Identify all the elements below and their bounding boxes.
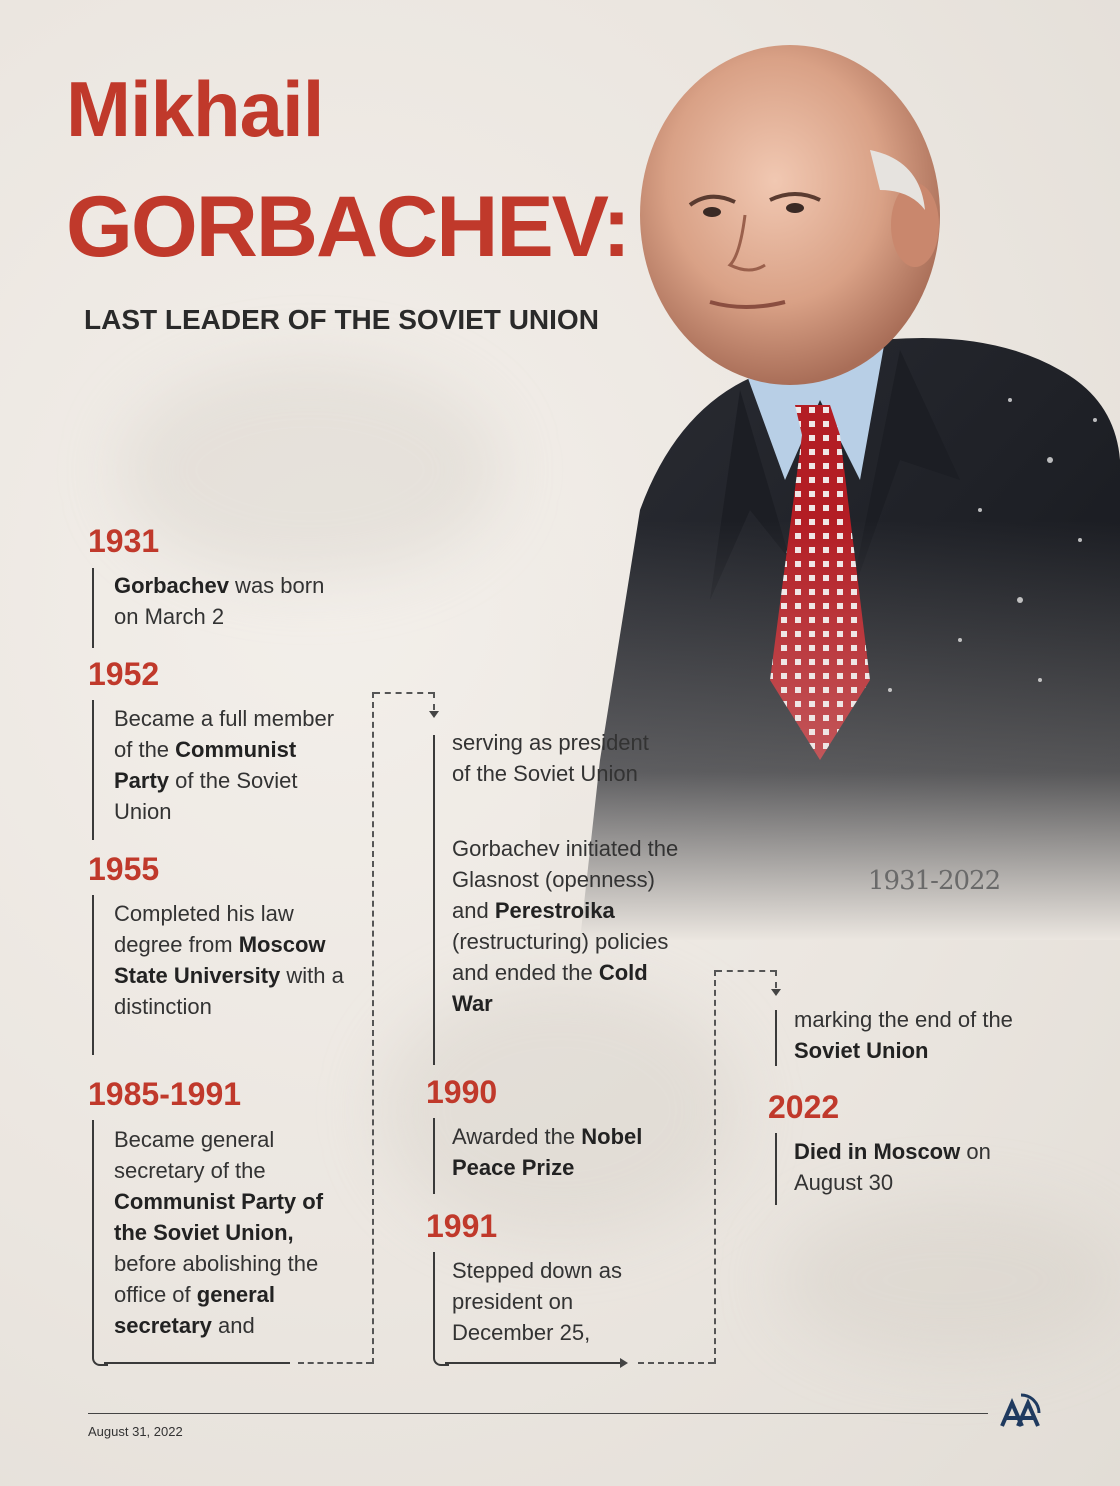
timeline-description: [452, 833, 682, 1019]
body-text: marking the end of the: [794, 1007, 1013, 1032]
lifespan-caption: 1931-2022: [868, 866, 1001, 896]
body-text: Became general secretary of the: [114, 1127, 275, 1183]
year-label: 1955: [88, 851, 160, 887]
publication-date: August 31, 2022: [88, 1424, 183, 1439]
timeline-line: [104, 1362, 290, 1364]
body-text: Gorbachev initiated the Glasnost (openness) and: [452, 836, 679, 923]
emphasis-text: Soviet Union: [794, 1038, 929, 1063]
emphasis-text: Moscow State University: [114, 932, 326, 988]
timeline-line: [92, 568, 94, 648]
connector-dashed: [775, 970, 777, 988]
emphasis-text: Communist Party of the Soviet Union,: [114, 1189, 324, 1245]
timeline-line: [775, 1133, 777, 1205]
subtitle: LAST LEADER OF THE SOVIET UNION: [84, 304, 599, 335]
connector-dashed: [714, 970, 716, 1364]
connector-dashed: [374, 692, 434, 694]
aa-agency-logo-icon: [1000, 1393, 1042, 1429]
year-label: 2022: [768, 1089, 840, 1125]
connector-dashed: [716, 970, 776, 972]
timeline-line: [92, 1120, 94, 1350]
title-last-name: GORBACHEV:: [66, 179, 629, 275]
timeline-description: [794, 1136, 1034, 1198]
connector-dashed: [372, 692, 374, 1364]
year-label: 1952: [88, 656, 160, 692]
timeline-description: [114, 898, 344, 1022]
body-text: with a distinction: [114, 963, 344, 1019]
emphasis-text: Cold War: [452, 960, 648, 1016]
year-label: 1991: [426, 1208, 498, 1244]
emphasis-text: Communist Party: [114, 737, 297, 793]
timeline-line: [445, 1362, 621, 1364]
arrow-down-icon: [771, 989, 781, 996]
body-text: Awarded the: [452, 1124, 582, 1149]
timeline-line: [433, 1252, 435, 1350]
timeline-line: [433, 1118, 435, 1194]
year-label: 1990: [426, 1074, 498, 1110]
year-label: 1931: [88, 523, 160, 559]
timeline-description: [114, 570, 344, 632]
timeline-description: [114, 1124, 354, 1341]
body-text: was born on March 2: [114, 573, 325, 629]
body-text: serving as president of the Soviet Union: [452, 730, 649, 786]
body-text: Completed his law degree from: [114, 901, 294, 957]
year-label: 1985-1991: [88, 1076, 242, 1112]
connector-dashed: [433, 692, 435, 710]
timeline-line: [775, 1010, 777, 1066]
arrow-down-icon: [429, 711, 439, 718]
title-first-name: Mikhail: [66, 65, 324, 153]
body-text: Became a full member of the: [114, 706, 335, 762]
body-text: on August 30: [794, 1139, 991, 1195]
body-text: (restructuring) policies and ended the: [452, 929, 669, 985]
emphasis-text: Died in Moscow: [794, 1139, 961, 1164]
paper-texture: [120, 360, 500, 580]
connector-dashed: [298, 1362, 372, 1364]
footer-divider: [88, 1413, 988, 1414]
timeline-line: [433, 735, 435, 1065]
paper-texture: [780, 1200, 1120, 1360]
timeline-line: [92, 895, 94, 1055]
timeline-description: [452, 1121, 682, 1183]
timeline-line: [92, 700, 94, 840]
connector-dashed: [638, 1362, 714, 1364]
body-text: and: [211, 1313, 255, 1338]
timeline-description: [794, 1004, 1034, 1066]
timeline-description: [114, 703, 354, 827]
gorbachev-portrait: [540, 40, 1120, 940]
emphasis-text: Perestroika: [494, 898, 615, 923]
emphasis-text: Gorbachev: [114, 573, 229, 598]
emphasis-text: general secretary: [114, 1282, 276, 1338]
timeline-description: [452, 727, 672, 789]
body-text: of the Soviet Union: [114, 768, 298, 824]
body-text: before abolishing the office of: [114, 1251, 319, 1307]
emphasis-text: Nobel Peace Prize: [452, 1124, 643, 1180]
body-text: Stepped down as president on December 25,: [452, 1258, 623, 1345]
arrow-right-icon: [620, 1358, 628, 1368]
timeline-description: [452, 1255, 672, 1348]
